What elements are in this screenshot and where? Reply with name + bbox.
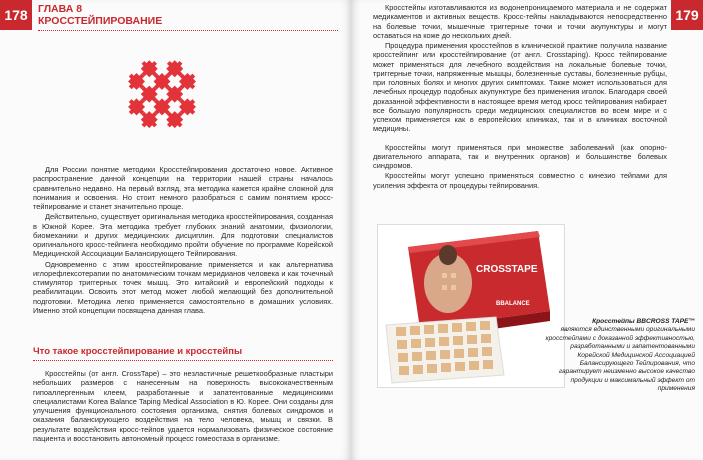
page-number-right: 179 [671, 0, 703, 30]
intro-paragraph: Действительно, существует оригинальная методика кросстейпирования, созданная в Южной Корее. Эта методика требует глубоких знаний анатомии, физиологии, биомеханики и других медицинских дисциплин. Для подготовки специалистов оригинального кросс-тейпинга необходимо пройти обучение по программе Корейской Медицинской Ассоциации Балансирующего Тейпирования. [33, 212, 333, 259]
crosstape-box-image [378, 225, 564, 387]
caption-brand: Кросстейпы BBCROSS TAPE™ [592, 318, 695, 325]
section-paragraph: Кросстейпы (от англ. CrossTape) – это незластичные решеткообразные пластыри небольших размеров с нанесенным на поверхность высококачественным гипоаллергенным клеем, разработанные и запатентованные медицинскими специалистами Korea Balance Taping Medical Association в Ю. Корее. Они созданы для улучшения функционального состояния организма, снятия болевых синдромов и оказания балансирующего воздействия на тело человека, мышц и связки. В результате воздействия кросс-тейпов удается нормализовать физическое состояние пациента и восстановить автономный процесс гомеостаза в организме. [33, 369, 333, 443]
section-heading: Что такое кросстейпирование и кросстейпы [33, 346, 243, 357]
intro-text [33, 165, 333, 315]
body-paragraph: Кросстейпы могут применяться при множестве заболеваний (как опорно-двигательного аппарата, так и внутренних органов) и большинстве болевых синдромов. [373, 142, 667, 170]
body-paragraph: Кросстейпы изготавливаются из водонепроницаемого материала и не содержат медикаментов и активных веществ. Кросс-тейпы накладываются непосредственно на болевые точки, мышечные триггерные точки и точки акупунктуры и могут оставаться на коже до нескольких дней. [373, 3, 667, 40]
intro-paragraph: Одновременно с этим кросстейпирование применяется и как альтернатива иглорефлексотерапии по анатомическим точкам меридианов человека и как точечный стимулятор триггерных точек мышц. Это китайский и европейский подходы к реабилитации. Освоить этот метод может любой желающий без дополнительной подготовки. Методика легко применяется самостоятельно в домашних условиях. Именно этой концепции посвящена данная глава. [33, 259, 333, 315]
chapter-heading [38, 3, 162, 27]
product-caption [545, 318, 695, 394]
section-text [33, 369, 333, 443]
body-paragraph: Процедура применения кросстейпов в клинической практике получила название кросстейпинг или кросстейпирование (от англ. Crosstaping). Кросс тейпирование может применяться для лечебного воздействия на локальные болевые точки, триггерные точки, напряженные мышцы, болезненные суставы, болезненные рубцы, при головных болях и многих других симптомах. Также может использоваться для лечебных процедур подобных акупунктуре без применения иголок. Благодаря своей доказанной эффективности в настоящее время метод кросс тейпирования набирает все большую популярность среди медицинских специалистов во всем мире и с успехом применяется как в европейских клиниках, так и в клиниках восточной медицины. [373, 41, 667, 134]
section-divider [33, 360, 333, 361]
caption-text: являются единственными оригинальными кросстейпами с доказанной эффективностью, разработанными и запатентованными Корейской Медицинской Ассоциацией Балансирующего Тейпирования, что гарантирует неизменно высокое качество продукции и максимальный эффект от применения [545, 326, 695, 393]
box-maker-text: BBALANCE [496, 301, 530, 307]
left-page [0, 0, 351, 460]
box-brand-text: CROSSTAPE [476, 264, 538, 275]
body-paragraph: Кросстейпы могут успешно применяться совместно с кинезио тейпами для усиления эффекта от процедуры тейпирования. [373, 171, 667, 190]
chapter-divider [38, 30, 338, 31]
right-text [373, 3, 667, 190]
chapter-label: ГЛАВА 8 [38, 3, 83, 15]
product-photo [377, 224, 565, 388]
page-number-left: 178 [0, 0, 32, 30]
chapter-title: КРОССТЕЙПИРОВАНИЕ [38, 15, 163, 27]
intro-paragraph: Для России понятие методики Кросстейпирования достаточно новое. Активное распространение данной концепции на территории нашей страны началось сравнительно недавно. На первый взгляд, эта методика кажется крайне сложной для понимания и освоения. Но стоит немного разобраться с самим понятием кросс-тейпирование и станет значительно проще. [33, 165, 333, 211]
crosstape-grid-icon [107, 42, 217, 152]
